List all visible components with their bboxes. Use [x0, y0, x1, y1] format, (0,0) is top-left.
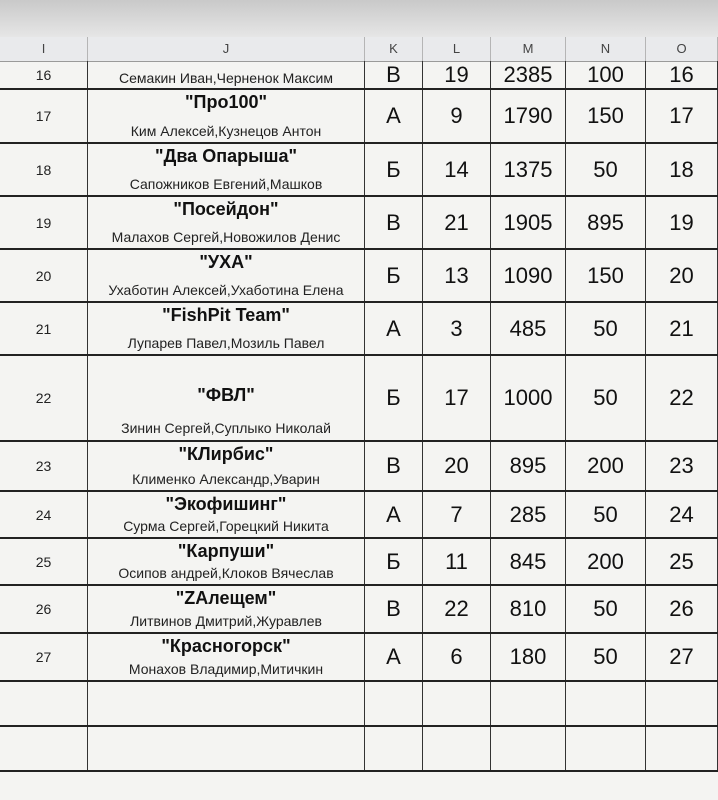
- sector-cell[interactable]: [423, 727, 491, 770]
- place-cell[interactable]: 22: [646, 356, 718, 440]
- group-cell[interactable]: [365, 727, 423, 770]
- team-cell[interactable]: [88, 682, 365, 725]
- weight-cell[interactable]: 285: [491, 492, 566, 537]
- place-cell[interactable]: 18: [646, 144, 718, 195]
- place-cell[interactable]: 25: [646, 539, 718, 584]
- table-row: [0, 144, 718, 197]
- weight-cell[interactable]: 810: [491, 586, 566, 632]
- group-cell[interactable]: В: [365, 442, 423, 490]
- bonus-cell[interactable]: 50: [566, 356, 646, 440]
- place-cell[interactable]: 17: [646, 90, 718, 142]
- table-row: [0, 442, 718, 492]
- team-members: Лупарев Павел,Мозиль Павел: [127, 335, 325, 351]
- row-number-cell[interactable]: [0, 682, 88, 725]
- place-cell[interactable]: 20: [646, 250, 718, 301]
- team-name: "Экофишинг": [165, 494, 287, 514]
- weight-cell[interactable]: 1905: [491, 197, 566, 248]
- bonus-cell[interactable]: 200: [566, 539, 646, 584]
- team-name: "УХА": [199, 252, 253, 272]
- weight-cell[interactable]: 2385: [491, 61, 566, 88]
- row-number-cell[interactable]: 18: [0, 144, 88, 195]
- bonus-cell[interactable]: 150: [566, 90, 646, 142]
- group-cell[interactable]: Б: [365, 356, 423, 440]
- place-cell[interactable]: [646, 682, 718, 725]
- table-row: [0, 197, 718, 250]
- column-header-o[interactable]: O: [646, 37, 718, 61]
- team-members: Зинин Сергей,Суплыко Николай: [121, 420, 331, 436]
- team-cell[interactable]: [88, 586, 365, 632]
- weight-cell[interactable]: 180: [491, 634, 566, 680]
- team-name: "ФВЛ": [197, 385, 255, 405]
- table-row: [0, 727, 718, 772]
- team-cell[interactable]: [88, 442, 365, 490]
- column-header-m[interactable]: M: [491, 37, 566, 61]
- group-cell[interactable]: Б: [365, 144, 423, 195]
- group-cell[interactable]: Б: [365, 539, 423, 584]
- group-cell[interactable]: А: [365, 90, 423, 142]
- bonus-cell[interactable]: [566, 727, 646, 770]
- team-cell[interactable]: [88, 492, 365, 537]
- row-number-cell[interactable]: 20: [0, 250, 88, 301]
- group-cell[interactable]: А: [365, 303, 423, 354]
- team-cell[interactable]: [88, 303, 365, 354]
- group-cell[interactable]: В: [365, 586, 423, 632]
- column-header-j[interactable]: J: [88, 37, 365, 61]
- team-cell[interactable]: [88, 539, 365, 584]
- table-row: [0, 90, 718, 144]
- team-cell[interactable]: [88, 90, 365, 142]
- table-row: [0, 303, 718, 356]
- team-cell[interactable]: [88, 727, 365, 770]
- row-number-cell[interactable]: 17: [0, 90, 88, 142]
- table-row: [0, 492, 718, 539]
- bonus-cell[interactable]: 200: [566, 442, 646, 490]
- table-row: [0, 61, 718, 90]
- sector-cell[interactable]: 21: [423, 197, 491, 248]
- group-cell[interactable]: А: [365, 634, 423, 680]
- bonus-cell[interactable]: 50: [566, 144, 646, 195]
- weight-cell[interactable]: 1000: [491, 356, 566, 440]
- place-cell[interactable]: 19: [646, 197, 718, 248]
- row-number-cell[interactable]: 21: [0, 303, 88, 354]
- team-members: Литвинов Дмитрий,Журавлев: [130, 613, 322, 629]
- row-number-cell[interactable]: 27: [0, 634, 88, 680]
- sector-cell[interactable]: 9: [423, 90, 491, 142]
- group-cell[interactable]: В: [365, 61, 423, 88]
- table-row: [0, 586, 718, 634]
- team-members: Малахов Сергей,Новожилов Денис: [111, 229, 341, 245]
- team-members: Монахов Владимир,Митичкин: [128, 661, 324, 677]
- place-cell[interactable]: 23: [646, 442, 718, 490]
- column-header-l[interactable]: L: [423, 37, 491, 61]
- row-number-cell[interactable]: 19: [0, 197, 88, 248]
- table-row: [0, 250, 718, 303]
- table-row: [0, 634, 718, 682]
- team-members: Сапожников Евгений,Машков: [129, 176, 323, 192]
- team-members: Клименко Александр,Уварин: [132, 471, 320, 487]
- place-cell[interactable]: [646, 727, 718, 770]
- weight-cell[interactable]: 485: [491, 303, 566, 354]
- sector-cell[interactable]: 20: [423, 442, 491, 490]
- table-row: [0, 539, 718, 586]
- team-name: "Красногорск": [161, 636, 291, 656]
- place-cell[interactable]: 27: [646, 634, 718, 680]
- group-cell[interactable]: А: [365, 492, 423, 537]
- table-row: [0, 356, 718, 442]
- row-number-cell[interactable]: 23: [0, 442, 88, 490]
- row-number-cell[interactable]: 22: [0, 356, 88, 440]
- bonus-cell[interactable]: 100: [566, 61, 646, 88]
- sector-cell[interactable]: 22: [423, 586, 491, 632]
- column-header-n[interactable]: N: [566, 37, 646, 61]
- weight-cell[interactable]: 1790: [491, 90, 566, 142]
- team-name: "Посейдон": [173, 199, 279, 219]
- team-name: "FishPit Team": [162, 305, 290, 325]
- sector-cell[interactable]: 7: [423, 492, 491, 537]
- weight-cell[interactable]: 1375: [491, 144, 566, 195]
- team-name: "Про100": [184, 92, 268, 112]
- team-members: Сурма Сергей,Горецкий Никита: [123, 518, 329, 534]
- team-cell[interactable]: [88, 197, 365, 248]
- team-members: Ухаботин Алексей,Ухаботина Елена: [108, 282, 344, 298]
- row-number-cell[interactable]: 24: [0, 492, 88, 537]
- team-members: Осипов андрей,Клоков Вячеслав: [118, 565, 334, 581]
- place-cell[interactable]: 26: [646, 586, 718, 632]
- weight-cell[interactable]: [491, 727, 566, 770]
- bonus-cell[interactable]: 150: [566, 250, 646, 301]
- row-number-cell[interactable]: 16: [0, 61, 88, 88]
- place-cell[interactable]: 16: [646, 61, 718, 88]
- weight-cell[interactable]: 895: [491, 442, 566, 490]
- weight-cell[interactable]: [491, 682, 566, 725]
- bonus-cell[interactable]: [566, 682, 646, 725]
- window-top: [0, 0, 718, 37]
- sector-cell[interactable]: 3: [423, 303, 491, 354]
- row-number-cell[interactable]: [0, 727, 88, 770]
- sector-cell[interactable]: 6: [423, 634, 491, 680]
- team-members: Ким Алексей,Кузнецов Антон: [130, 123, 322, 139]
- team-name: "ZАлещем": [175, 588, 277, 608]
- bonus-cell[interactable]: 50: [566, 634, 646, 680]
- sector-cell[interactable]: 17: [423, 356, 491, 440]
- column-header-i[interactable]: I: [0, 37, 88, 61]
- weight-cell[interactable]: 845: [491, 539, 566, 584]
- team-name: "Карпуши": [177, 541, 275, 561]
- team-cell[interactable]: [88, 144, 365, 195]
- team-name: "Два Опарыша": [155, 146, 297, 166]
- team-name: "КЛирбис": [178, 444, 274, 464]
- sector-cell[interactable]: 11: [423, 539, 491, 584]
- group-cell[interactable]: [365, 682, 423, 725]
- sector-cell[interactable]: 14: [423, 144, 491, 195]
- weight-cell[interactable]: 1090: [491, 250, 566, 301]
- team-members: Семакин Иван,Черненок Максим: [119, 70, 333, 86]
- bonus-cell[interactable]: 50: [566, 492, 646, 537]
- team-cell[interactable]: [88, 61, 365, 88]
- table-row: [0, 682, 718, 727]
- sector-cell[interactable]: 13: [423, 250, 491, 301]
- team-cell[interactable]: [88, 250, 365, 301]
- bonus-cell[interactable]: 50: [566, 586, 646, 632]
- sector-cell[interactable]: 19: [423, 61, 491, 88]
- row-number-cell[interactable]: 26: [0, 586, 88, 632]
- column-header-k[interactable]: K: [365, 37, 423, 61]
- team-cell[interactable]: [88, 356, 365, 440]
- bonus-cell[interactable]: 50: [566, 303, 646, 354]
- sector-cell[interactable]: [423, 682, 491, 725]
- column-header-bar: [0, 37, 718, 62]
- team-cell[interactable]: [88, 634, 365, 680]
- row-number-cell[interactable]: 25: [0, 539, 88, 584]
- place-cell[interactable]: 21: [646, 303, 718, 354]
- group-cell[interactable]: Б: [365, 250, 423, 301]
- bonus-cell[interactable]: 895: [566, 197, 646, 248]
- place-cell[interactable]: 24: [646, 492, 718, 537]
- group-cell[interactable]: В: [365, 197, 423, 248]
